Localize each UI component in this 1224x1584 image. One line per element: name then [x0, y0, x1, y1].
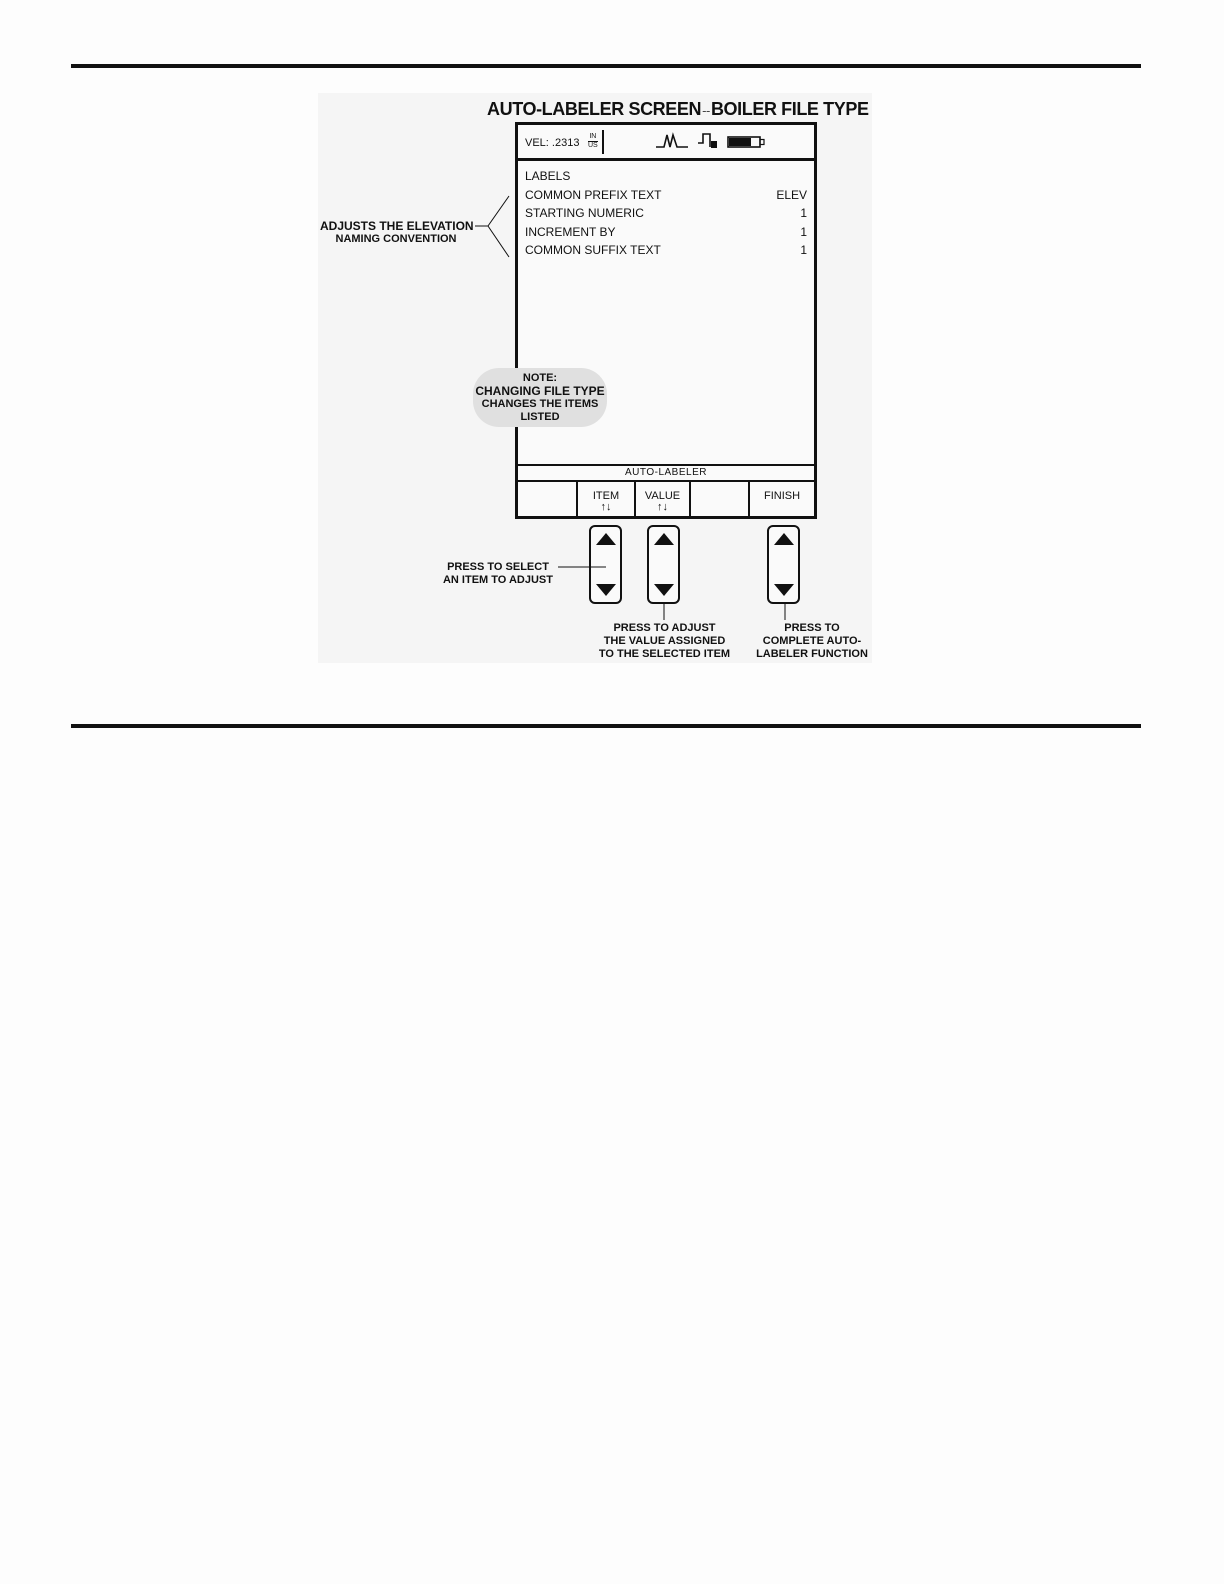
callout-line: PRESS TO SELECT	[447, 561, 549, 573]
item-name: INCREMENT BY	[525, 224, 616, 239]
item-rocker-button[interactable]	[589, 525, 622, 604]
callout-adjusts-elevation	[320, 220, 472, 246]
down-arrow-icon	[596, 584, 616, 596]
note-line: LISTED	[520, 411, 560, 423]
item-value: 1	[800, 206, 807, 221]
item-name: STARTING NUMERIC	[525, 206, 644, 221]
figure-title	[487, 99, 1207, 120]
callout-select-item	[438, 561, 558, 587]
down-arrow-icon	[654, 584, 674, 596]
figure-title-separator: --	[702, 103, 710, 118]
list-item[interactable]	[525, 188, 807, 207]
unit-top: IN	[589, 133, 597, 140]
menu-title: AUTO-LABELER	[518, 464, 814, 482]
callout-line: ADJUSTS THE ELEVATION	[320, 219, 474, 233]
up-arrow-icon	[654, 533, 674, 545]
step-wave-icon-block	[711, 141, 717, 148]
callout-finish	[750, 622, 874, 661]
figure-title-left: AUTO-LABELER SCREEN	[487, 99, 702, 119]
label-list	[525, 169, 807, 262]
finish-rocker-button[interactable]	[767, 525, 800, 604]
item-name: COMMON SUFFIX TEXT	[525, 243, 661, 258]
top-rule	[71, 64, 1141, 68]
labels-heading: LABELS	[525, 169, 571, 183]
status-icons	[656, 131, 768, 151]
figure-title-right: BOILER FILE TYPE	[710, 99, 869, 119]
list-item[interactable]	[525, 206, 807, 225]
callout-line: PRESS TO ADJUST	[613, 622, 716, 634]
note-line: CHANGES THE ITEMS	[481, 398, 599, 410]
step-wave-icon	[698, 134, 710, 147]
item-value: 1	[800, 243, 807, 258]
up-arrow-icon	[774, 533, 794, 545]
item-value: ELEV	[776, 187, 807, 202]
callout-line: AN ITEM TO ADJUST	[442, 574, 553, 586]
softkey-1[interactable]	[518, 482, 578, 519]
list-item[interactable]	[525, 243, 807, 262]
callout-adjust-value	[593, 622, 736, 661]
status-bar	[518, 125, 814, 161]
up-down-arrows-icon: ↑↓	[600, 501, 612, 513]
softkey-finish[interactable]	[750, 482, 814, 519]
battery-tip	[760, 140, 764, 145]
list-item[interactable]	[525, 225, 807, 244]
softkey-label: VALUE	[644, 490, 681, 502]
battery-fill	[729, 138, 751, 146]
value-rocker-button[interactable]	[647, 525, 680, 604]
up-down-arrows-icon: ↑↓	[657, 501, 668, 513]
up-arrow-icon	[596, 533, 616, 545]
softkey-label: FINISH	[763, 490, 801, 502]
item-value: 1	[800, 224, 807, 239]
softkey-label: ITEM	[592, 490, 620, 502]
item-name: COMMON PREFIX TEXT	[525, 187, 662, 202]
softkey-item[interactable]	[578, 482, 636, 519]
softkey-bar	[518, 482, 814, 519]
note-line: NOTE:	[522, 372, 558, 384]
note-line: CHANGING FILE TYPE	[475, 384, 605, 398]
unit-bottom: US	[588, 142, 598, 149]
callout-line: THE VALUE ASSIGNED	[603, 635, 726, 647]
callout-line: NAMING CONVENTION	[335, 233, 457, 245]
softkey-4[interactable]	[691, 482, 750, 519]
note-text	[473, 372, 607, 424]
device-screen	[515, 122, 817, 519]
callout-line: COMPLETE AUTO-	[762, 635, 862, 647]
down-arrow-icon	[774, 584, 794, 596]
velocity-units	[588, 133, 598, 150]
velocity-readout: VEL: .2313	[525, 137, 580, 149]
callout-line: PRESS TO	[784, 622, 840, 634]
status-divider	[602, 130, 604, 154]
pulse-wave-icon	[656, 135, 688, 147]
callout-line: TO THE SELECTED ITEM	[598, 648, 731, 660]
bottom-rule	[71, 724, 1141, 728]
callout-line: LABELER FUNCTION	[756, 648, 868, 660]
softkey-value[interactable]	[636, 482, 691, 519]
